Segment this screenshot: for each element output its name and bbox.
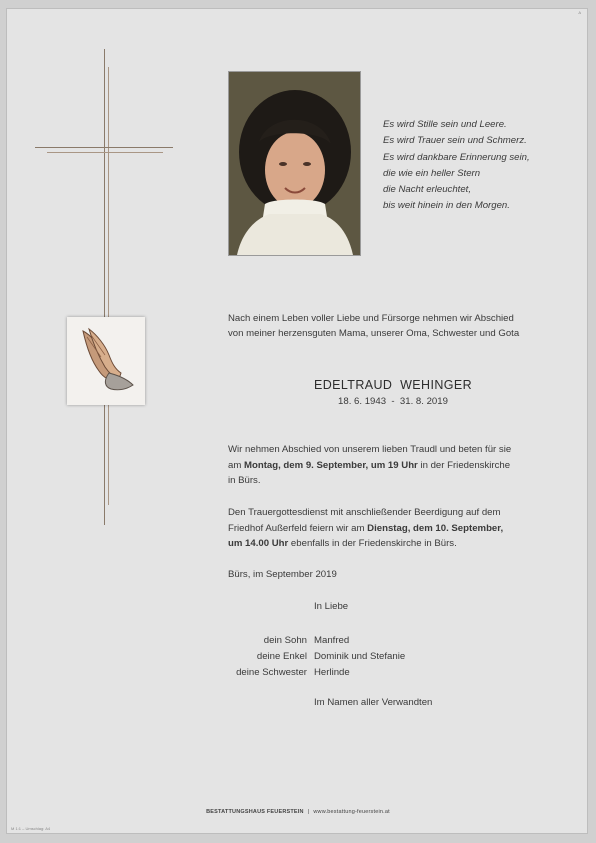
funeral-home-name: BESTATTUNGSHAUS FEUERSTEIN	[206, 809, 304, 815]
poem-line: die Nacht erleuchtet,	[383, 184, 471, 196]
funeral-paragraph	[228, 505, 558, 552]
paragraph-line: Friedhof Außerfeld feiern wir am Dienstag, dem 10. September,	[228, 522, 504, 534]
mourner-row	[187, 649, 487, 665]
margin-note-bottom: M 1:1 – Umschlag: A4	[11, 826, 51, 831]
paragraph-line: um 14.00 Uhr ebenfalls in der Friedenskirche in Bürs.	[228, 538, 457, 549]
paragraph-line: in Bürs.	[228, 475, 261, 486]
mourner-names: Dominik und Stefanie	[314, 651, 406, 662]
praying-hands-icon	[67, 317, 145, 405]
intro-line: Nach einem Leben voller Liebe und Fürsorge nehmen wir Abschied	[228, 313, 514, 324]
paragraph-line: Den Trauergottesdienst mit anschließender Beerdigung auf dem	[228, 507, 501, 518]
portrait-photo	[228, 71, 361, 256]
prayer-date: Montag, dem 9. September, um 19 Uhr	[244, 459, 418, 471]
deceased-name: EDELTRAUD WEHINGER	[313, 378, 473, 392]
poem-line: Es wird dankbare Erinnerung sein,	[383, 151, 530, 163]
mourner-relation: dein Sohn	[263, 635, 307, 646]
funeral-date: Dienstag, dem 10. September,	[367, 522, 504, 534]
relatives-line: Im Namen aller Verwandten	[314, 697, 433, 708]
mourner-names: Herlinde	[314, 667, 350, 678]
intro-line: von meiner herzensguten Mama, unserer Oma, Schwester und Gota	[228, 328, 520, 339]
poem-line: die wie ein heller Stern	[383, 167, 481, 179]
footer-separator: |	[307, 809, 310, 815]
margin-note-top: A	[578, 10, 581, 15]
obituary-sheet	[6, 8, 588, 834]
mourner-row	[187, 665, 487, 681]
mourner-names: Manfred	[314, 635, 350, 646]
poem	[383, 117, 530, 215]
paragraph-line: am Montag, dem 9. September, um 19 Uhr in der Friedenskirche	[228, 459, 511, 471]
mourners-list	[187, 633, 487, 681]
prayer-paragraph	[228, 442, 558, 489]
poem-line: Es wird Trauer sein und Schmerz.	[383, 135, 527, 147]
poem-line: Es wird Stille sein und Leere.	[383, 119, 507, 130]
mourner-relation: deine Enkel	[256, 651, 307, 662]
intro-text	[228, 311, 558, 341]
place-date: Bürs, im September 2019	[228, 569, 337, 580]
poem-line: bis weit hinein in den Morgen.	[383, 200, 510, 212]
mourner-relation: deine Schwester	[236, 667, 307, 678]
footer	[7, 809, 589, 815]
funeral-home-url[interactable]: www.bestattung-feuerstein.at	[313, 809, 390, 815]
in-love-line: In Liebe	[314, 601, 349, 612]
paragraph-line: Wir nehmen Abschied von unserem lieben Traudl und beten für sie	[228, 444, 512, 455]
mourner-row	[187, 633, 487, 649]
funeral-time: um 14.00 Uhr	[228, 538, 289, 549]
life-dates: 18. 6. 1943 - 31. 8. 2019	[338, 396, 448, 407]
